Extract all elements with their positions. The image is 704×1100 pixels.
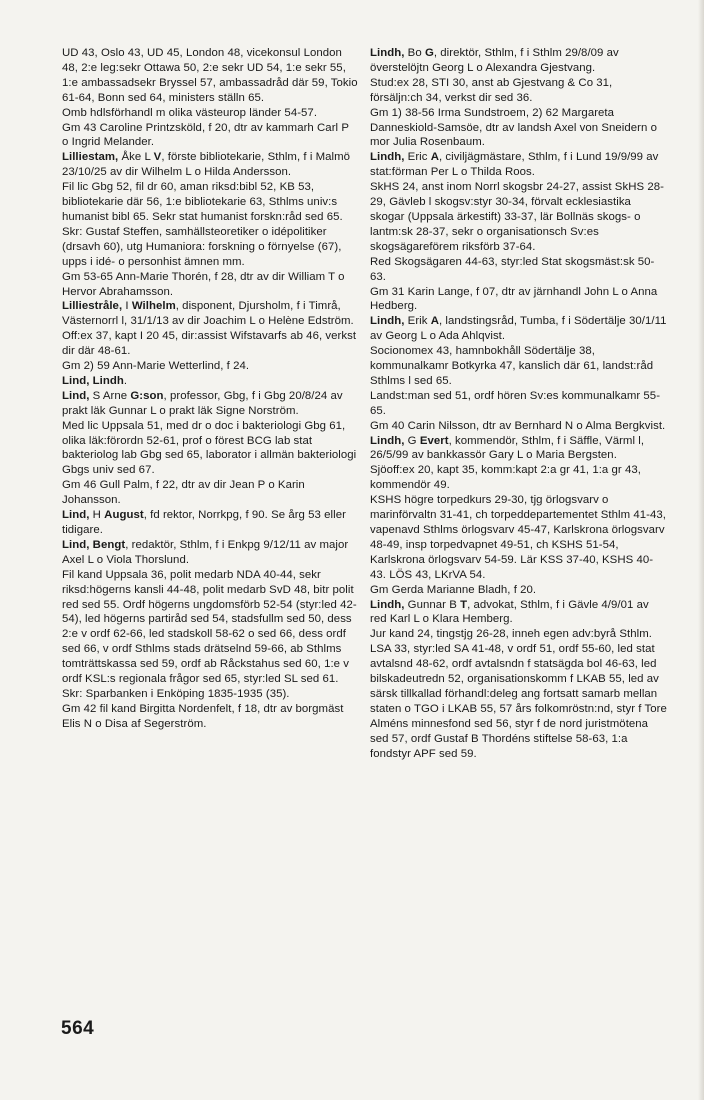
paragraph: Gm 31 Karin Lange, f 07, dtr av järnhandl John L o Anna Hedberg.: [370, 285, 658, 313]
paragraph: UD 43, Oslo 43, UD 45, London 48, vicekonsul London 48, 2:e leg:sekr Ottawa 50, 2:e sekr UD 54, 1:e sekr 55, 1:e ambassadsekr Bryssel 57, ambassadråd där 59, Tokio 61-64, Bonn sed 64, ministers ställn 65.: [62, 47, 358, 104]
paragraph: Gm 40 Carin Nilsson, dtr av Bernhard N o Alma Bergkvist.: [370, 419, 666, 432]
paragraph: Sjöoff:ex 20, kapt 35, komm:kapt 2:a gr 41, 1:a gr 43, kommendör 49.: [370, 464, 641, 492]
paragraph: Socionomex 43, hamnbokhåll Södertälje 38, kommunalkamr Botkyrka 47, kanslich där 61, landst:råd Sthlms l sed 65.: [370, 345, 654, 387]
paragraph: Med lic Uppsala 51, med dr o doc i bakteriologi Gbg 61, olika läk:förordn 52-61, prof o förest BCG lab stat bakteriolog lab Gbg sed 65, laborator i allmän bakteriologi Gbgs univ sed 67.: [62, 419, 357, 477]
paragraph: Gm 1) 38-56 Irma Sundstroem, 2) 62 Margareta Danneskiold-Samsöe, dtr av landsh Axel von Sneidern o mor Julia Rosenbaum.: [370, 106, 657, 149]
paragraph: Gm 46 Gull Palm, f 22, dtr av dir Jean P o Karin Johansson.: [62, 479, 305, 507]
paragraph: Omb hdlsförhandl m olika västeurop länder 54-57.: [62, 106, 318, 119]
entry-heading: Lind, Lindh.: [62, 374, 128, 387]
entry-lindh-evert: [370, 434, 667, 598]
paragraph: Gm 53-65 Ann-Marie Thorén, f 28, dtr av dir William T o Hervor Abrahamsson.: [62, 270, 345, 298]
paragraph: Landst:man sed 51, ordf hören Sv:es kommunalkamr 55-65.: [370, 389, 661, 417]
right-column: [370, 46, 667, 762]
paragraph: Jur kand 24, tingstjg 26-28, inneh egen adv:byrå Sthlm.: [370, 628, 652, 641]
entry-heading: Lind, H August, fd rektor, Norrkpg, f 90. Se årg 53 eller tidigare.: [62, 509, 346, 536]
paragraph: Gm 2) 59 Ann-Marie Wetterlind, f 24.: [62, 360, 250, 373]
left-column: [62, 46, 358, 732]
paragraph: Gm 42 fil kand Birgitta Nordenfelt, f 18, dtr av borgmäst Elis N o Disa af Segerström.: [62, 702, 344, 730]
entry-lindh-eric: [370, 150, 667, 314]
paragraph: KSHS högre torpedkurs 29-30, tjg örlogsvarv o marinförvaltn 31-41, ch torpeddepartementet Sthlm 41-43, vapenavd Sthlms örlogsvarv 45-47, Karlskrona örlogsvarv 48-49, insp torpedvapnet 49-51, ch KSHS 51-54, Karlskrona örlogsvarv 54-59. Lär KSS 37-40, KSHS 40-43. LÖS 43, LKrVA 54.: [370, 494, 666, 581]
paragraph: Fil kand Uppsala 36, polit medarb NDA 40-44, sekr riksd:högerns kansli 44-48, polit medarb SvD 48, bitr polit red sed 55. Ordf högerns ungdomsförb 52-54 (styr:led 42-54), led högerns partiråd sed 54, stadsfullm sed 50, dess 2:e v ordf 62-66, led stadskoll 58-62 o sed 66, dess ordf sed 66, v ordf Sthlms stads drätselnd 59-66, ab Sthlms tomträttskassa sed 59, ordf ab Råckstahus sed 60, 1:e v ordf KSL:s regionala frågor sed 65, styr:led SL sed 61. Skr: Sparbanken i Enköping 1835-1935 (35).: [62, 568, 357, 700]
entry-heading: Lindh, Erik A, landstingsråd, Tumba, f i Södertälje 30/1/11 av Georg L o Ada Ahlqvist.: [370, 315, 667, 343]
entry-lilliestam: [62, 150, 358, 299]
paragraph: Gm Gerda Marianne Bladh, f 20.: [370, 583, 537, 596]
paragraph: SkHS 24, anst inom Norrl skogsbr 24-27, assist SkHS 28-29, Gävleb l skogsv:styr 30-34, förvalt ecklesiastika skogar (Uppsala ärkestift) 33-37, lär Bollnäs skogs- o lantm:sk 28-37, sekr o organisationsch Sv:es skogsägareförem riksförb 37-64.: [370, 181, 664, 253]
paragraph: LSA 33, styr:led SA 41-48, v ordf 51, ordf 55-60, led stat avtalsnd 48-62, ordf avtalsndn f statsägda bol 46-63, led bilskadeutredn 52, organisationskomm f LKAB 55, led av särsk tillkallad förhandl:deleg ang fortsatt samarb mellan staten o TGO i LKAB 55, 57 års folkomröstn:nd, styr f Tore Alméns minnesfond sed 56, styr f de nord juristmötena sed 57, ordf Gustaf B Thordéns stiftelse 58-63, 1:a fondstyr APF sed 59.: [370, 643, 667, 760]
entry-lind-arne: [62, 389, 358, 508]
paragraph: Skr: Gustaf Steffen, samhällsteoretiker o idépolitiker (drsavh 60), utg Humaniora: forskning o förnyelse (67), upps i idé- o personhist ämnen mm.: [62, 225, 342, 268]
entry-continuation: [62, 46, 358, 150]
entry-heading: Lind, Bengt, redaktör, Sthlm, f i Enkpg 9/12/11 av major Axel L o Viola Thorslund.: [62, 538, 349, 566]
paragraph: Off:ex 37, kapt I 20 45, dir:assist Wifstavarfs ab 46, verkst dir där 48-61.: [62, 330, 357, 358]
entry-heading: Lindh, G Evert, kommendör, Sthlm, f i Säffle, Värml l, 26/5/99 av bankkassör Gary L o Maria Bergsten.: [370, 434, 645, 462]
entry-lind-august: [62, 508, 358, 538]
entry-heading: Lindh, Eric A, civiljägmästare, Sthlm, f i Lund 19/9/99 av stat:förman Per L o Thilda Roos.: [370, 151, 659, 179]
entry-lilliestrale: [62, 299, 358, 374]
entry-heading: Lind, S Arne G:son, professor, Gbg, f i Gbg 20/8/24 av prakt läk Gunnar L o prakt läk Signe Norström.: [62, 389, 343, 417]
entry-lindh-bo: [370, 46, 667, 150]
entry-lind-lindh: [62, 374, 358, 389]
page-number: 564: [61, 1018, 95, 1039]
paragraph: Fil lic Gbg 52, fil dr 60, aman riksd:bibl 52, KB 53, bibliotekarie där 56, 1:e bibliotekarie 63, Sthlms univ:s humanist bibl 65. Sekr stat humanist forskn:råd sed 65.: [62, 181, 343, 223]
paragraph: Gm 43 Caroline Printzsköld, f 20, dtr av kammarh Carl P o Ingrid Melander.: [62, 121, 349, 149]
entry-lindh-erik: [370, 314, 667, 433]
page-edge-shadow: [698, 0, 704, 1100]
entry-heading: Lindh, Bo G, direktör, Sthlm, f i Sthlm 29/8/09 av överstelöjtn Georg L o Alexandra Gjestvang.: [370, 47, 619, 74]
entry-heading: Lilliestam, Åke L V, förste bibliotekarie, Sthlm, f i Malmö 23/10/25 av dir Wilhelm L o Hilda Andersson.: [62, 151, 351, 179]
paragraph: Stud:ex 28, STI 30, anst ab Gjestvang & Co 31, försäljn:ch 34, verkst dir sed 36.: [370, 76, 613, 104]
entry-lind-bengt: [62, 538, 358, 732]
entry-heading: Lindh, Gunnar B T, advokat, Sthlm, f i Gävle 4/9/01 av red Karl L o Klara Hemberg.: [370, 598, 649, 626]
paragraph: Red Skogsägaren 44-63, styr:led Stat skogsmäst:sk 50-63.: [370, 255, 655, 283]
entry-heading: Lilliestråle, I Wilhelm, disponent, Djursholm, f i Timrå, Västernorrl l, 31/1/13 av dir Joachim L o Helène Edström.: [62, 300, 354, 328]
entry-lindh-gunnar: [370, 598, 667, 762]
